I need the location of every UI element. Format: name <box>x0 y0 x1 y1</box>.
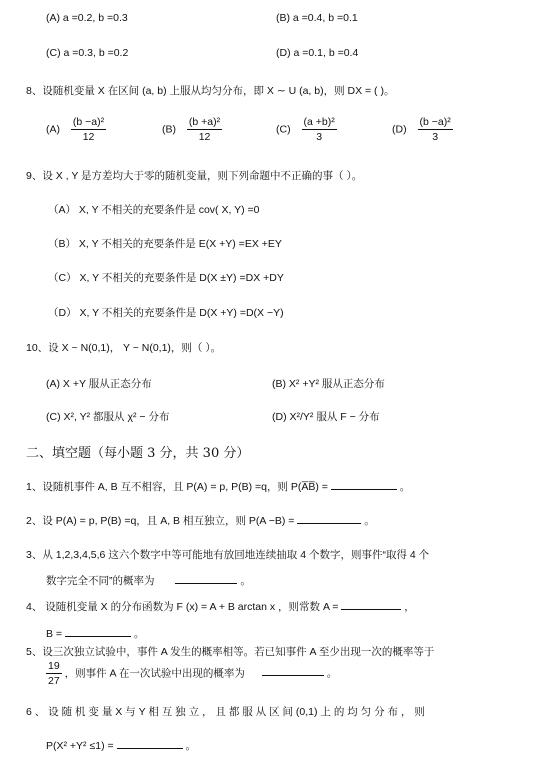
q10-option-c: (C) X², Y² 都服从 χ² − 分布 <box>46 411 170 423</box>
q8-option-a-label: (A) <box>46 123 60 136</box>
q8-option-c-fraction <box>302 116 337 143</box>
q9-option-a: （A） X, Y 不相关的充要条件是 cov( X, Y) =0 <box>48 204 260 216</box>
fill-q4-sep: ， <box>404 601 415 613</box>
fill-q4-text: 4、 设随机变量 X 的分布函数为 F (x) = A + B arctan x ，则常数 A = <box>26 601 339 613</box>
fill-q2-blank[interactable] <box>297 513 361 524</box>
fill-q1-blank[interactable] <box>331 479 397 490</box>
fill-q6-line2 <box>46 738 196 753</box>
q9-option-c: （C） X, Y 不相关的充要条件是 D(X ±Y) =DX +DY <box>48 272 284 284</box>
fill-q5-line2 <box>46 660 337 687</box>
q8-b-numerator: (b +a)² <box>188 116 221 128</box>
q8-option-b <box>162 116 222 143</box>
fill-q6-end: 。 <box>185 740 196 752</box>
fill-q4-end: 。 <box>133 628 145 640</box>
fill-q3-blank[interactable] <box>175 573 237 584</box>
q10-option-b: (B) X² +Y² 服从正态分布 <box>272 378 385 390</box>
fill-q2-end: 。 <box>364 515 375 527</box>
q7-option-b: (B) a =0.4, b =0.1 <box>276 12 358 24</box>
q8-c-numerator: (a +b)² <box>303 116 335 128</box>
q9-option-b: （B） X, Y 不相关的充要条件是 E(X +Y) =EX +EY <box>48 238 282 250</box>
fill-q4-blank-a[interactable] <box>341 599 401 610</box>
fill-q3-text: 数字完全不同”的概率为 <box>46 575 155 587</box>
q9-stem: 9、设 X , Y 是方差均大于零的随机变量，则下列命题中不正确的事（ ）。 <box>26 170 363 182</box>
q8-option-d-label: (D) <box>392 123 407 136</box>
q8-option-c-label: (C) <box>276 123 291 136</box>
q8-a-numerator: (b −a)² <box>72 116 105 128</box>
fill-q4-b-label: B = <box>46 628 63 640</box>
fill-q4-blank-b[interactable] <box>65 626 131 637</box>
fill-q5-numerator: 19 <box>48 660 60 672</box>
q8-stem: 8、设随机变量 X 在区间 (a, b) 上服从均匀分布，即 X ∼ U (a, b)，则 DX = ( )。 <box>26 85 395 97</box>
fill-q4-line1 <box>26 599 415 614</box>
fill-q5-end: 。 <box>326 667 338 680</box>
q7-option-d: (D) a =0.1, b =0.4 <box>276 47 359 59</box>
q10-stem: 10、设 X ~ N(0,1)， Y ~ N(0,1)，则（ ）。 <box>26 342 222 354</box>
q8-a-denominator: 12 <box>82 131 95 143</box>
fill-q3-end: 。 <box>240 575 251 587</box>
q8-c-denominator: 3 <box>316 131 323 143</box>
q10-option-d: (D) X²/Y² 服从 F − 分布 <box>272 411 380 423</box>
q7-option-c: (C) a =0.3, b =0.2 <box>46 47 129 59</box>
fill-q5-text: ，则事件 A 在一次试验中出现的概率为 <box>64 667 245 680</box>
fill-q6-text: P(X² +Y² ≤1) = <box>46 740 114 752</box>
fill-q4-line2 <box>46 626 144 641</box>
section-2-title: 二、填空题（每小题 3 分，共 30 分） <box>26 446 250 461</box>
fill-q2 <box>26 513 375 528</box>
q8-option-b-fraction <box>187 116 222 143</box>
q10-option-a: (A) X +Y 服从正态分布 <box>46 378 152 390</box>
fill-q5-blank[interactable] <box>262 665 324 676</box>
q9-option-d: （D） X, Y 不相关的充要条件是 D(X +Y) =D(X −Y) <box>48 307 284 319</box>
q8-b-denominator: 12 <box>198 131 211 143</box>
fill-q6-line1: 6 、 设 随 机 变 量 X 与 Y 相 互 独 立 ， 且 都 服 从 区 间 (0,1) 上 的 均 匀 分 布 ， 则 <box>26 706 425 718</box>
q7-option-a: (A) a =0.2, b =0.3 <box>46 12 128 24</box>
fill-q6-blank[interactable] <box>117 738 183 749</box>
q8-d-numerator: (b −a)² <box>419 116 451 128</box>
q8-option-a-fraction <box>71 116 106 143</box>
fill-q3-line2 <box>46 573 251 588</box>
fill-q5-fraction <box>46 660 62 687</box>
q8-d-denominator: 3 <box>432 131 439 143</box>
fill-q1-text: 1、设随机事件 A, B 互不相容，且 P(A) = p, P(B) =q，则 P(A̅B̅) = <box>26 481 328 493</box>
q8-option-d <box>392 116 453 143</box>
fill-q5-denominator: 27 <box>48 675 60 687</box>
q8-option-b-label: (B) <box>162 123 176 136</box>
q8-option-d-fraction <box>418 116 453 143</box>
fill-q1-end: 。 <box>399 481 411 493</box>
q8-option-a <box>46 116 106 143</box>
fill-q3-line1: 3、从 1,2,3,4,5,6 这六个数字中等可能地有放回地连续抽取 4 个数字，则事件“取得 4 个 <box>26 549 430 561</box>
fill-q5-line1: 5、设三次独立试验中，事件 A 发生的概率相等。若已知事件 A 至少出现一次的概率等于 <box>26 646 435 658</box>
q8-option-c <box>276 116 337 143</box>
fill-q1 <box>26 479 410 494</box>
fill-q2-text: 2、设 P(A) = p, P(B) =q，且 A, B 相互独立，则 P(A −B) = <box>26 515 295 527</box>
